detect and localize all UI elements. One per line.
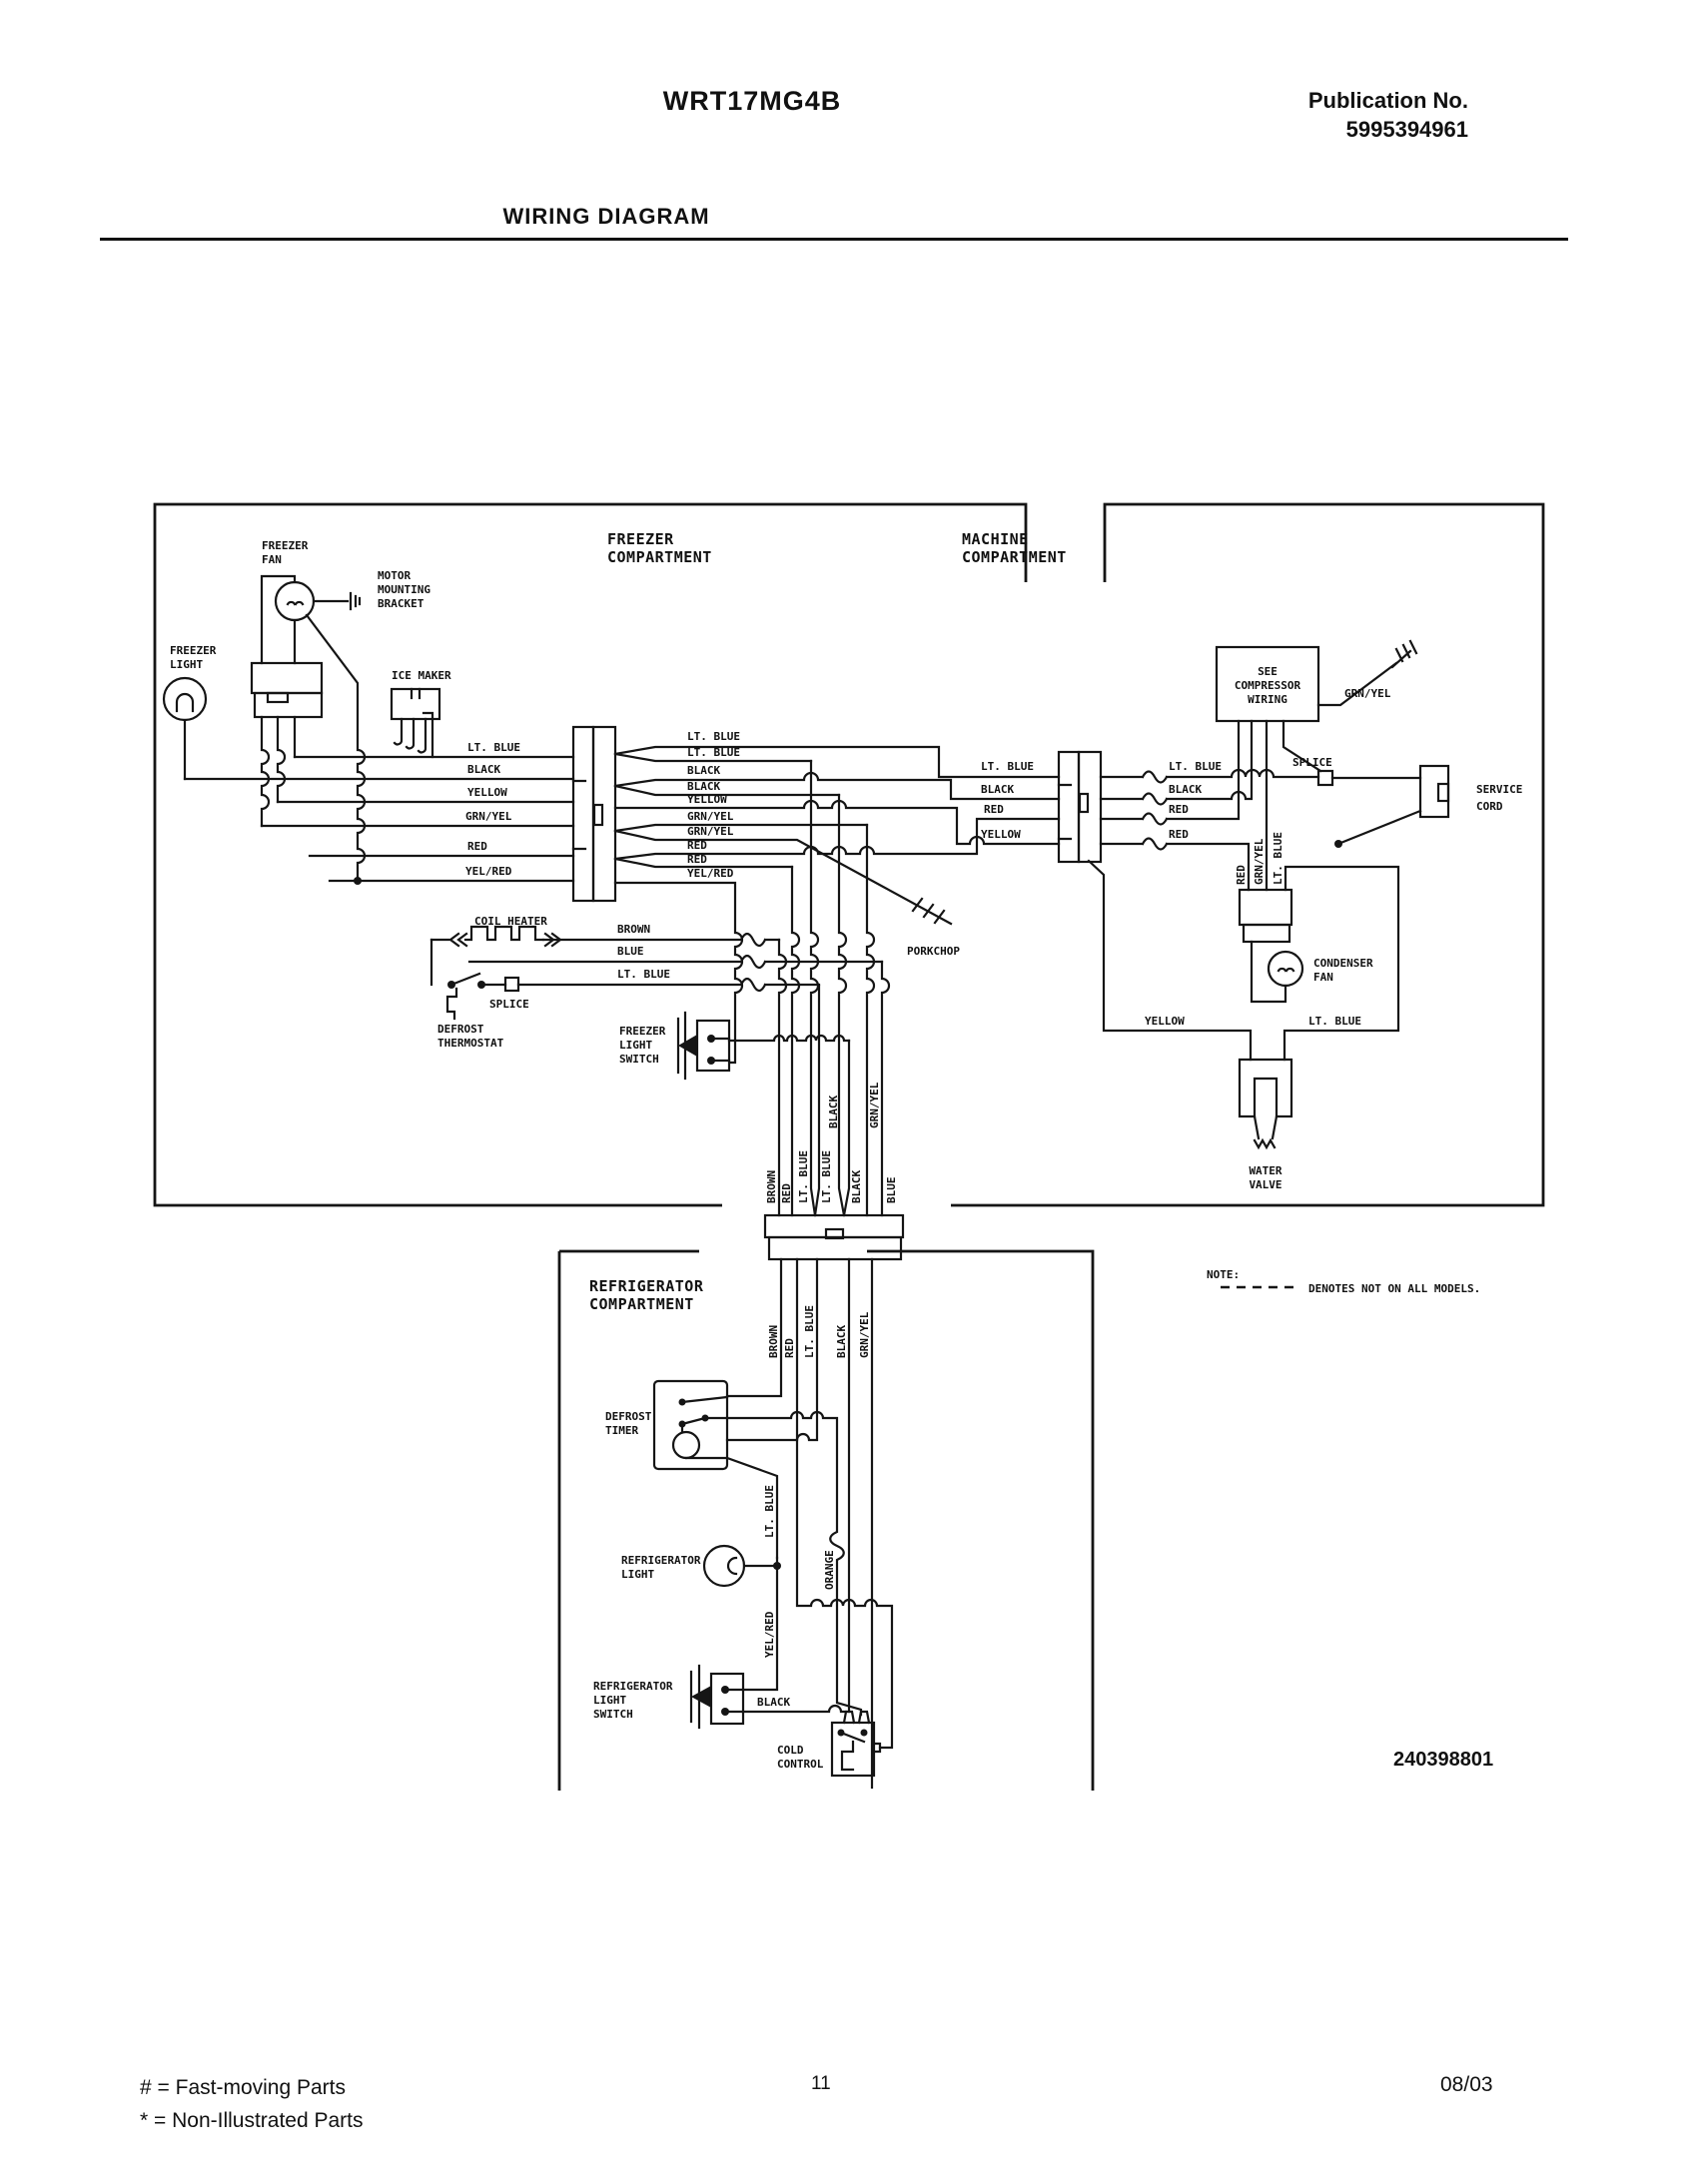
refrigerator-compartment-label: COMPARTMENT bbox=[589, 1295, 694, 1313]
wire-label: LT. BLUE bbox=[687, 746, 740, 759]
wire-label: RED bbox=[780, 1183, 793, 1203]
defrost-thermostat-label: THERMOSTAT bbox=[437, 1037, 504, 1050]
wire-label: LT. BLUE bbox=[803, 1305, 816, 1358]
freezer-connector-fanout bbox=[615, 730, 1059, 1063]
splice-label: SPLICE bbox=[489, 998, 529, 1011]
refrigerator-compartment-label: REFRIGERATOR bbox=[589, 1277, 704, 1295]
wire-label: GRN/YEL bbox=[858, 1311, 871, 1358]
wire-label: LT. BLUE bbox=[981, 760, 1034, 773]
condenser-fan-label: CONDENSER bbox=[1313, 957, 1373, 970]
motor-mounting-bracket-label: MOTOR bbox=[378, 569, 412, 582]
note-text: DENOTES NOT ON ALL MODELS. bbox=[1308, 1282, 1481, 1295]
wire-label: BLACK bbox=[757, 1696, 791, 1709]
ice-maker-symbol bbox=[392, 669, 451, 757]
wire-label: RED bbox=[783, 1338, 796, 1358]
footer-non-illustrated: * = Non-Illustrated Parts bbox=[140, 2109, 364, 2132]
wire-label: LT. BLUE bbox=[617, 968, 670, 981]
wire-label: YELLOW bbox=[467, 786, 507, 799]
machine-connector bbox=[981, 752, 1222, 862]
wire-label: YELLOW bbox=[981, 828, 1021, 841]
freezer-fan-label: FAN bbox=[262, 553, 282, 566]
splice-label: SPLICE bbox=[1292, 756, 1332, 769]
refrigerator-wiring bbox=[593, 1259, 892, 1788]
wire-label: ORANGE bbox=[823, 1550, 836, 1590]
refrigerator-light-switch-label: LIGHT bbox=[593, 1694, 627, 1707]
wire-label: BLACK bbox=[827, 1094, 840, 1128]
refrigerator-light-label: REFRIGERATOR bbox=[621, 1554, 701, 1567]
wire-label: LT. BLUE bbox=[1272, 832, 1284, 885]
water-valve-circuit bbox=[1089, 861, 1398, 1191]
wire-label: LT. BLUE bbox=[1308, 1015, 1361, 1028]
wire-label: GRN/YEL bbox=[687, 825, 734, 838]
wire-label: RED bbox=[467, 840, 487, 853]
footer-legend bbox=[140, 2071, 364, 2137]
service-cord-label: SERVICE bbox=[1476, 783, 1523, 796]
wire-label: BLACK bbox=[835, 1324, 848, 1358]
wire-label: LT. BLUE bbox=[467, 741, 520, 754]
defrost-timer-label: TIMER bbox=[605, 1424, 639, 1437]
wire-label: GRN/YEL bbox=[465, 810, 512, 823]
note-label: NOTE: bbox=[1207, 1268, 1241, 1281]
part-number: 240398801 bbox=[1393, 1749, 1494, 1771]
freezer-fan-label: FREEZER bbox=[262, 539, 309, 552]
machine-compartment-label: MACHINE bbox=[962, 530, 1029, 548]
wire-label: YELLOW bbox=[687, 793, 727, 806]
condenser-fan-label: FAN bbox=[1313, 971, 1333, 984]
wire-label: BLACK bbox=[687, 764, 721, 777]
wire-label: RED bbox=[1235, 865, 1248, 885]
water-valve-label: VALVE bbox=[1249, 1178, 1282, 1191]
wire-label: GRN/YEL bbox=[687, 810, 734, 823]
wire-label: BROWN bbox=[617, 923, 651, 936]
wire-label: LT. BLUE bbox=[687, 730, 740, 743]
motor-mounting-bracket-label: BRACKET bbox=[378, 597, 425, 610]
wire-label: LT. BLUE bbox=[797, 1150, 810, 1203]
wire-label: BROWN bbox=[767, 1324, 780, 1358]
compressor-box-label: SEE bbox=[1258, 665, 1278, 678]
coil-heater-label: COIL HEATER bbox=[474, 915, 547, 928]
wire-label: RED bbox=[1169, 803, 1189, 816]
machine-wiring bbox=[1101, 641, 1522, 890]
cold-control-label: COLD bbox=[777, 1744, 804, 1757]
water-valve-label: WATER bbox=[1249, 1164, 1282, 1177]
publication-label: Publication No. bbox=[1307, 88, 1468, 113]
freezer-light-switch-label: LIGHT bbox=[619, 1039, 653, 1052]
wire-label: YELLOW bbox=[1145, 1015, 1185, 1028]
footer-fast-moving: # = Fast-moving Parts bbox=[140, 2076, 346, 2099]
cold-control-label: CONTROL bbox=[777, 1758, 824, 1771]
freezer-fan-symbol bbox=[252, 539, 430, 885]
wire-label: BLUE bbox=[617, 945, 644, 958]
wire-label: RED bbox=[984, 803, 1004, 816]
publication-number: 5995394961 bbox=[1345, 117, 1468, 142]
refrigerator-light-switch-label: REFRIGERATOR bbox=[593, 1680, 673, 1693]
freezer-compartment-label: COMPARTMENT bbox=[607, 548, 712, 566]
condenser-fan-symbol bbox=[1235, 832, 1373, 1002]
footer-page-number: 11 bbox=[811, 2073, 831, 2094]
wire-label: RED bbox=[687, 839, 707, 852]
wire-label: LT. BLUE bbox=[820, 1150, 833, 1203]
wire-label: LT. BLUE bbox=[763, 1485, 776, 1538]
wire-label: RED bbox=[687, 853, 707, 866]
wire-label: LT. BLUE bbox=[1169, 760, 1222, 773]
section-title: WIRING DIAGRAM bbox=[502, 204, 710, 229]
service-cord-label: CORD bbox=[1476, 800, 1503, 813]
compressor-box-label: WIRING bbox=[1248, 693, 1287, 706]
motor-mounting-bracket-label: MOUNTING bbox=[378, 583, 430, 596]
defrost-timer-label: DEFROST bbox=[605, 1410, 652, 1423]
diagram-note bbox=[1207, 1268, 1480, 1295]
wire-label: BLACK bbox=[1169, 783, 1203, 796]
freezer-light-label: FREEZER bbox=[170, 644, 217, 657]
ground-wire-label: GRN/YEL bbox=[1344, 687, 1391, 700]
freezer-light-label: LIGHT bbox=[170, 658, 204, 671]
wire-label: RED bbox=[1169, 828, 1189, 841]
wire-trunk bbox=[765, 761, 898, 1215]
wire-label: GRN/YEL bbox=[1253, 838, 1266, 885]
freezer-light-symbol bbox=[164, 644, 217, 779]
freezer-compartment-label: FREEZER bbox=[607, 530, 674, 548]
wire-label: BLACK bbox=[981, 783, 1015, 796]
defrost-thermostat-label: DEFROST bbox=[437, 1023, 484, 1036]
page-title: WRT17MG4B bbox=[662, 86, 842, 116]
freezer-connector bbox=[573, 727, 615, 901]
wire-label: YEL/RED bbox=[465, 865, 512, 878]
freezer-light-switch-label: SWITCH bbox=[619, 1053, 659, 1066]
wire-label: BLACK bbox=[467, 763, 501, 776]
freezer-wire-bus bbox=[185, 741, 573, 881]
footer-date-code: 08/03 bbox=[1440, 2073, 1493, 2096]
wire-label: BLACK bbox=[687, 780, 721, 793]
wire-label: YEL/RED bbox=[763, 1611, 776, 1658]
wire-label: BROWN bbox=[765, 1169, 778, 1203]
refrigerator-light-switch-label: SWITCH bbox=[593, 1708, 633, 1721]
wire-label: BLUE bbox=[885, 1176, 898, 1203]
wire-label: GRN/YEL bbox=[868, 1082, 881, 1128]
compressor-box-label: COMPRESSOR bbox=[1234, 679, 1301, 692]
machine-compartment-label: COMPARTMENT bbox=[962, 548, 1067, 566]
ice-maker-label: ICE MAKER bbox=[392, 669, 451, 682]
refrigerator-light-label: LIGHT bbox=[621, 1568, 655, 1581]
wire-label: YEL/RED bbox=[687, 867, 734, 880]
porkchop-label: PORKCHOP bbox=[907, 945, 960, 958]
freezer-light-switch-label: FREEZER bbox=[619, 1025, 666, 1038]
wire-label: BLACK bbox=[850, 1169, 863, 1203]
